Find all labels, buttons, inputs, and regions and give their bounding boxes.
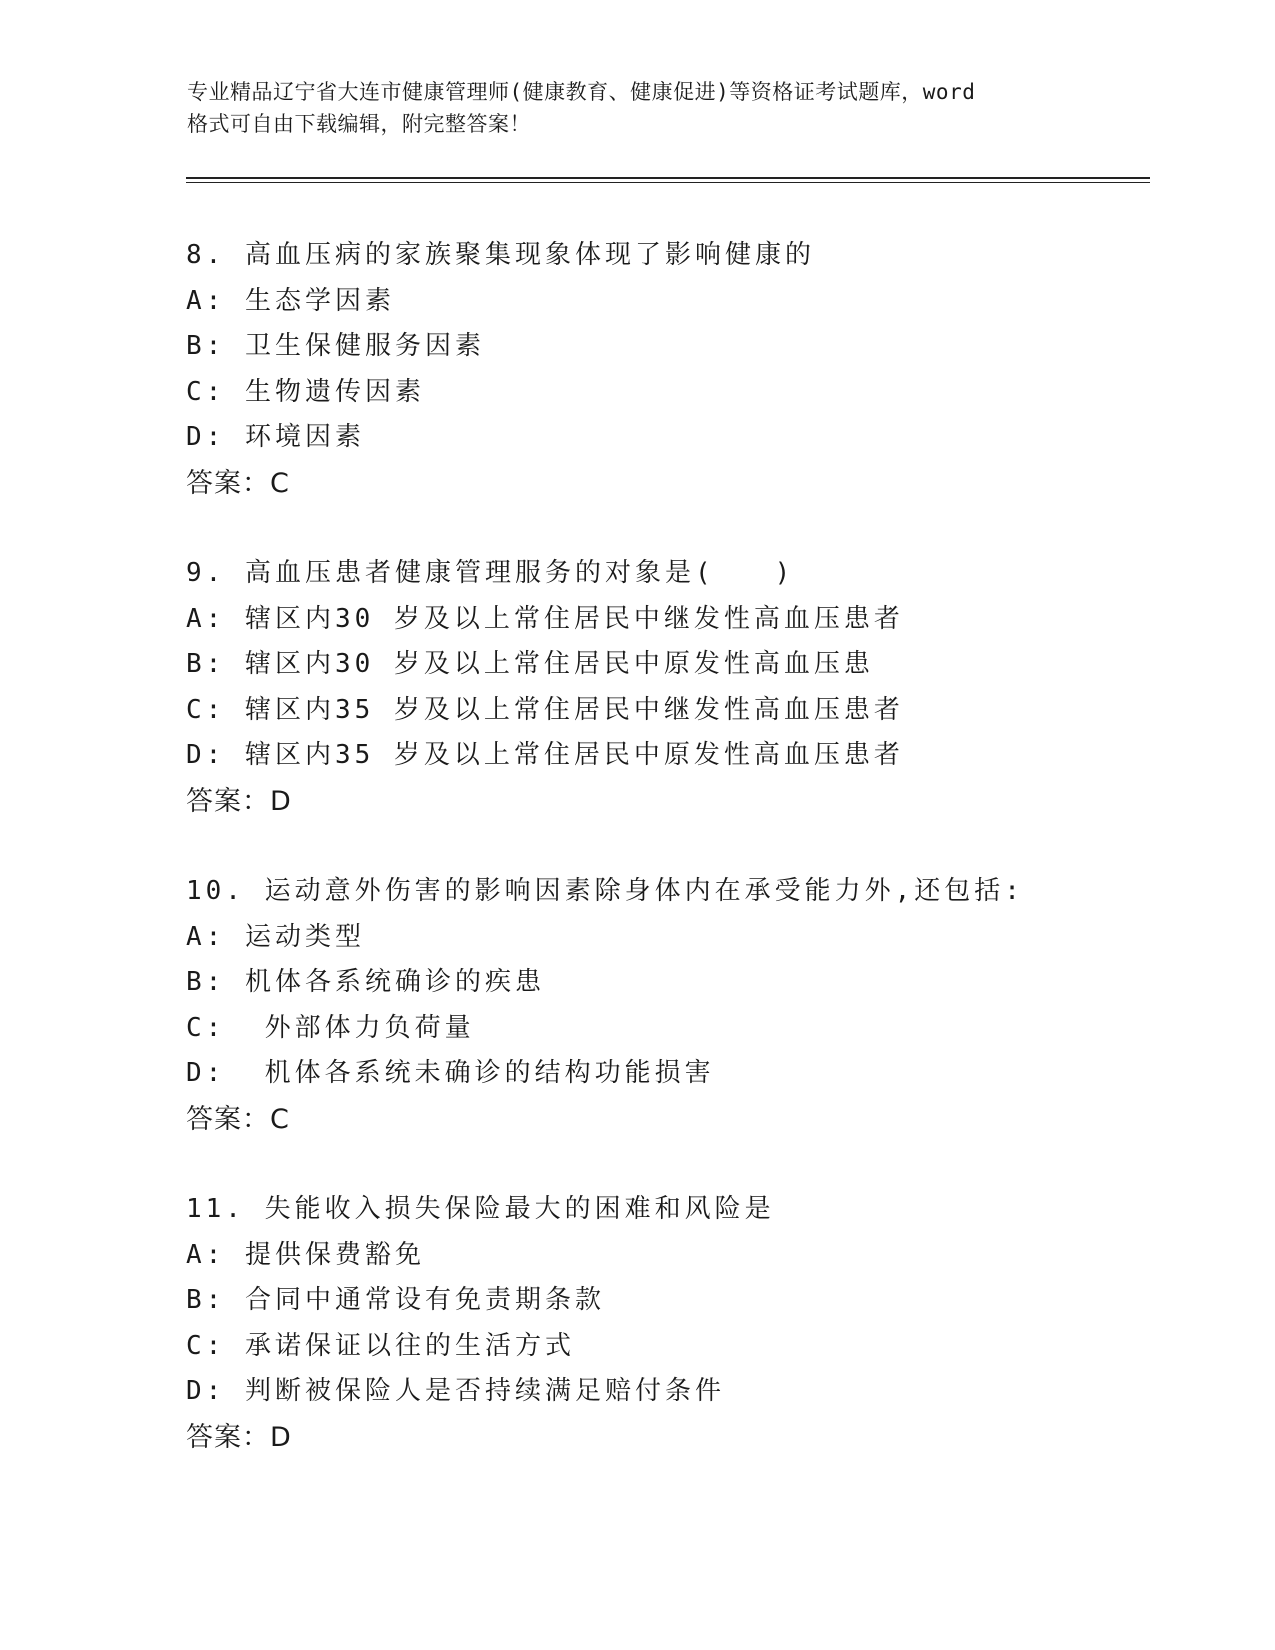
option-d: D: 辖区内35 岁及以上常住居民中原发性高血压患者 bbox=[186, 740, 904, 770]
option-c: C: 辖区内35 岁及以上常住居民中继发性高血压患者 bbox=[186, 694, 904, 725]
question-stem: 8. 高血压病的家族聚集现象体现了影响健康的 bbox=[186, 240, 815, 270]
option-d: D: 判断被保险人是否持续满足赔付条件 bbox=[186, 1376, 725, 1406]
option-c: C: 外部体力负荷量 bbox=[186, 1012, 475, 1043]
question-stem: 11. 失能收入损失保险最大的困难和风险是 bbox=[186, 1194, 775, 1224]
question-list bbox=[186, 233, 1146, 1505]
answer-line: 答案：C bbox=[186, 467, 290, 499]
option-d: D: 机体各系统未确诊的结构功能损害 bbox=[186, 1058, 715, 1088]
answer-line: 答案：C bbox=[186, 1103, 290, 1135]
question-9 bbox=[186, 551, 1146, 869]
question-11 bbox=[186, 1187, 1146, 1505]
question-8 bbox=[186, 233, 1146, 551]
option-b: B: 卫生保健服务因素 bbox=[186, 331, 485, 361]
option-b: B: 机体各系统确诊的疾患 bbox=[186, 967, 545, 997]
document-header bbox=[187, 76, 1087, 140]
header-line-1: 专业精品辽宁省大连市健康管理师(健康教育、健康促进)等资格证考试题库，word bbox=[187, 80, 976, 104]
question-stem: 10. 运动意外伤害的影响因素除身体内在承受能力外,还包括: bbox=[186, 876, 1024, 906]
header-divider bbox=[186, 177, 1150, 183]
answer-line: 答案：D bbox=[186, 1421, 292, 1453]
answer-line: 答案：D bbox=[186, 785, 292, 817]
option-a: A: 提供保费豁免 bbox=[186, 1239, 425, 1270]
option-c: C: 承诺保证以往的生活方式 bbox=[186, 1330, 575, 1361]
option-a: A: 运动类型 bbox=[186, 921, 365, 952]
option-a: A: 辖区内30 岁及以上常住居民中继发性高血压患者 bbox=[186, 603, 904, 634]
option-b: B: 辖区内30 岁及以上常住居民中原发性高血压患 bbox=[186, 649, 874, 679]
option-c: C: 生物遗传因素 bbox=[186, 376, 425, 407]
question-10 bbox=[186, 869, 1146, 1187]
header-line-2: 格式可自由下载编辑，附完整答案！ bbox=[187, 112, 531, 136]
option-a: A: 生态学因素 bbox=[186, 285, 395, 316]
question-stem: 9. 高血压患者健康管理服务的对象是( ) bbox=[186, 558, 795, 588]
option-b: B: 合同中通常设有免责期条款 bbox=[186, 1285, 605, 1315]
option-d: D: 环境因素 bbox=[186, 422, 365, 452]
